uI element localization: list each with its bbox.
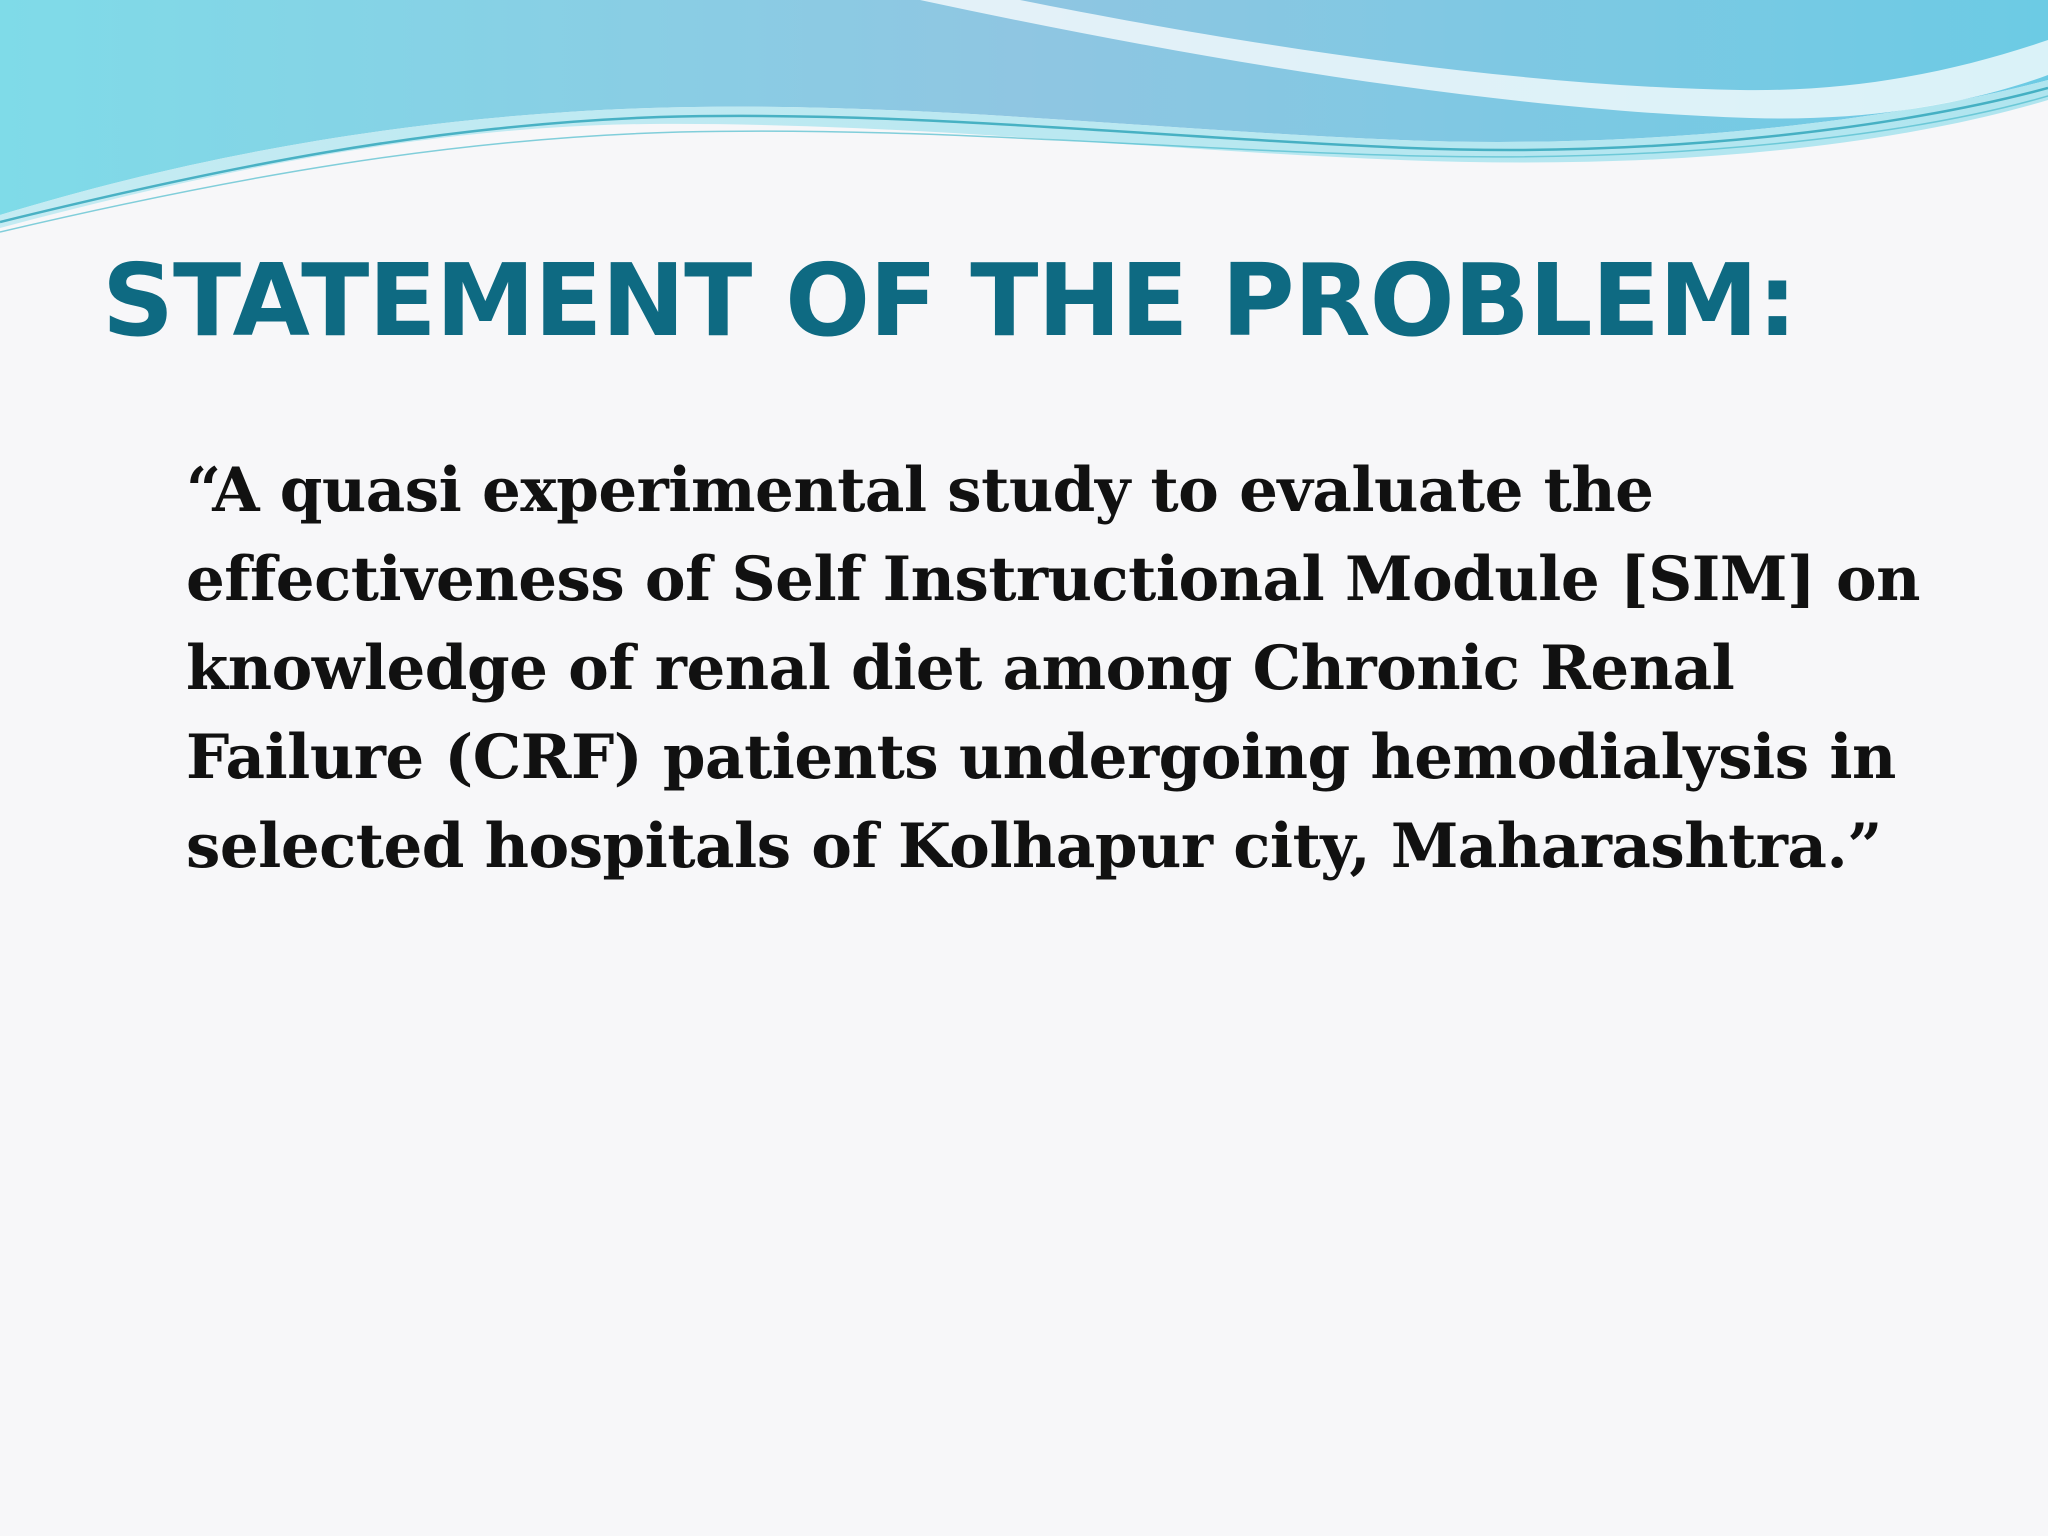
problem-statement: “A quasi experimental study to evaluate the effectiveness of Self Instructional Module [SIM] on knowledge of renal diet among Chronic Renal Failure (CRF) patients undergoing hemodialysis in selected hospitals of Kolhapur city, Maharashtra.” [186,455,1920,882]
slide-title: STATEMENT OF THE PROBLEM: [102,242,1797,359]
wave-header-decoration [0,0,2048,240]
